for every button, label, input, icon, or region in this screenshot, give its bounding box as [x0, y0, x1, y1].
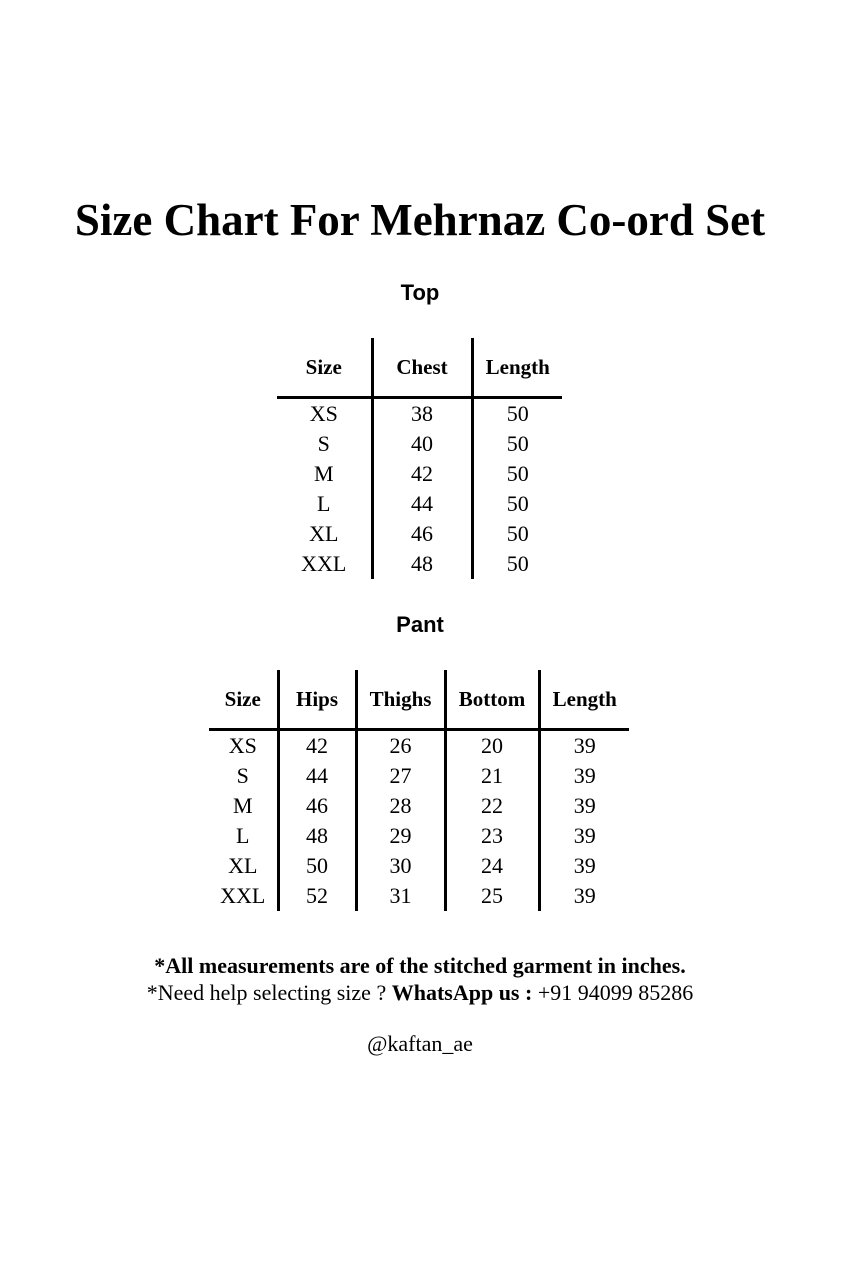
pant-header-thighs: Thighs	[356, 670, 445, 730]
pant-cell-length: 39	[539, 761, 629, 791]
pant-cell-size: XL	[228, 853, 258, 878]
pant-cell-thighs: 30	[356, 851, 445, 881]
table-row	[209, 851, 629, 881]
top-cell-length: 50	[472, 398, 562, 430]
whatsapp-label: WhatsApp us :	[391, 980, 533, 1005]
help-prefix: *Need help selecting size ?	[146, 980, 392, 1005]
pant-header-hips: Hips	[278, 670, 356, 730]
pant-cell-size: M	[232, 793, 253, 818]
top-section-heading: Top	[400, 280, 440, 305]
top-cell-size: XL	[309, 521, 339, 546]
top-cell-size: XXL	[301, 551, 347, 576]
table-row	[277, 429, 562, 459]
table-row	[277, 459, 562, 489]
pant-cell-thighs: 26	[356, 730, 445, 762]
pant-section-heading: Pant	[396, 612, 444, 637]
pant-cell-bottom: 25	[445, 881, 539, 911]
top-cell-chest: 40	[372, 429, 472, 459]
pant-cell-bottom: 20	[445, 730, 539, 762]
pant-cell-hips: 46	[278, 791, 356, 821]
pant-cell-hips: 44	[278, 761, 356, 791]
social-handle[interactable]: @kaftan_ae	[367, 1031, 473, 1056]
page-title: Size Chart For Mehrnaz Co-ord Set	[74, 195, 766, 245]
pant-cell-size: L	[236, 823, 250, 848]
table-row	[209, 881, 629, 911]
pant-header-size: Size	[209, 670, 278, 730]
top-cell-size: L	[317, 491, 331, 516]
pant-cell-hips: 52	[278, 881, 356, 911]
pant-cell-bottom: 21	[445, 761, 539, 791]
top-cell-length: 50	[472, 549, 562, 579]
top-cell-size: M	[313, 461, 334, 486]
top-cell-size: S	[317, 431, 330, 456]
pant-cell-thighs: 28	[356, 791, 445, 821]
pant-cell-hips: 42	[278, 730, 356, 762]
pant-cell-length: 39	[539, 730, 629, 762]
top-header-row	[277, 338, 562, 398]
table-row	[209, 821, 629, 851]
pant-size-table	[209, 670, 629, 911]
pant-cell-bottom: 24	[445, 851, 539, 881]
pant-cell-size: S	[236, 763, 249, 788]
pant-cell-length: 39	[539, 851, 629, 881]
pant-header-bottom: Bottom	[445, 670, 539, 730]
top-cell-chest: 46	[372, 519, 472, 549]
pant-cell-bottom: 23	[445, 821, 539, 851]
top-cell-chest: 38	[372, 398, 472, 430]
table-row	[209, 761, 629, 791]
pant-cell-bottom: 22	[445, 791, 539, 821]
pant-cell-hips: 50	[278, 851, 356, 881]
top-header-length: Length	[472, 338, 562, 398]
top-header-size: Size	[277, 338, 372, 398]
pant-cell-length: 39	[539, 881, 629, 911]
pant-cell-hips: 48	[278, 821, 356, 851]
top-cell-length: 50	[472, 429, 562, 459]
pant-cell-thighs: 31	[356, 881, 445, 911]
top-cell-chest: 42	[372, 459, 472, 489]
help-line	[0, 979, 840, 1006]
pant-cell-thighs: 27	[356, 761, 445, 791]
table-row	[209, 730, 629, 762]
pant-header-row	[209, 670, 629, 730]
table-row	[277, 519, 562, 549]
top-size-table	[277, 338, 562, 579]
top-header-chest: Chest	[372, 338, 472, 398]
top-cell-size: XS	[309, 401, 338, 426]
measurement-note: *All measurements are of the stitched garment in inches.	[154, 953, 686, 978]
top-cell-length: 50	[472, 519, 562, 549]
whatsapp-phone[interactable]: +91 94099 85286	[532, 980, 694, 1005]
pant-cell-size: XS	[228, 733, 257, 758]
top-cell-chest: 48	[372, 549, 472, 579]
top-cell-chest: 44	[372, 489, 472, 519]
pant-header-length: Length	[539, 670, 629, 730]
table-row	[277, 398, 562, 430]
table-row	[209, 791, 629, 821]
table-row	[277, 489, 562, 519]
table-row	[277, 549, 562, 579]
top-cell-length: 50	[472, 459, 562, 489]
pant-cell-thighs: 29	[356, 821, 445, 851]
pant-cell-length: 39	[539, 821, 629, 851]
pant-cell-size: XXL	[220, 883, 266, 908]
top-cell-length: 50	[472, 489, 562, 519]
pant-cell-length: 39	[539, 791, 629, 821]
